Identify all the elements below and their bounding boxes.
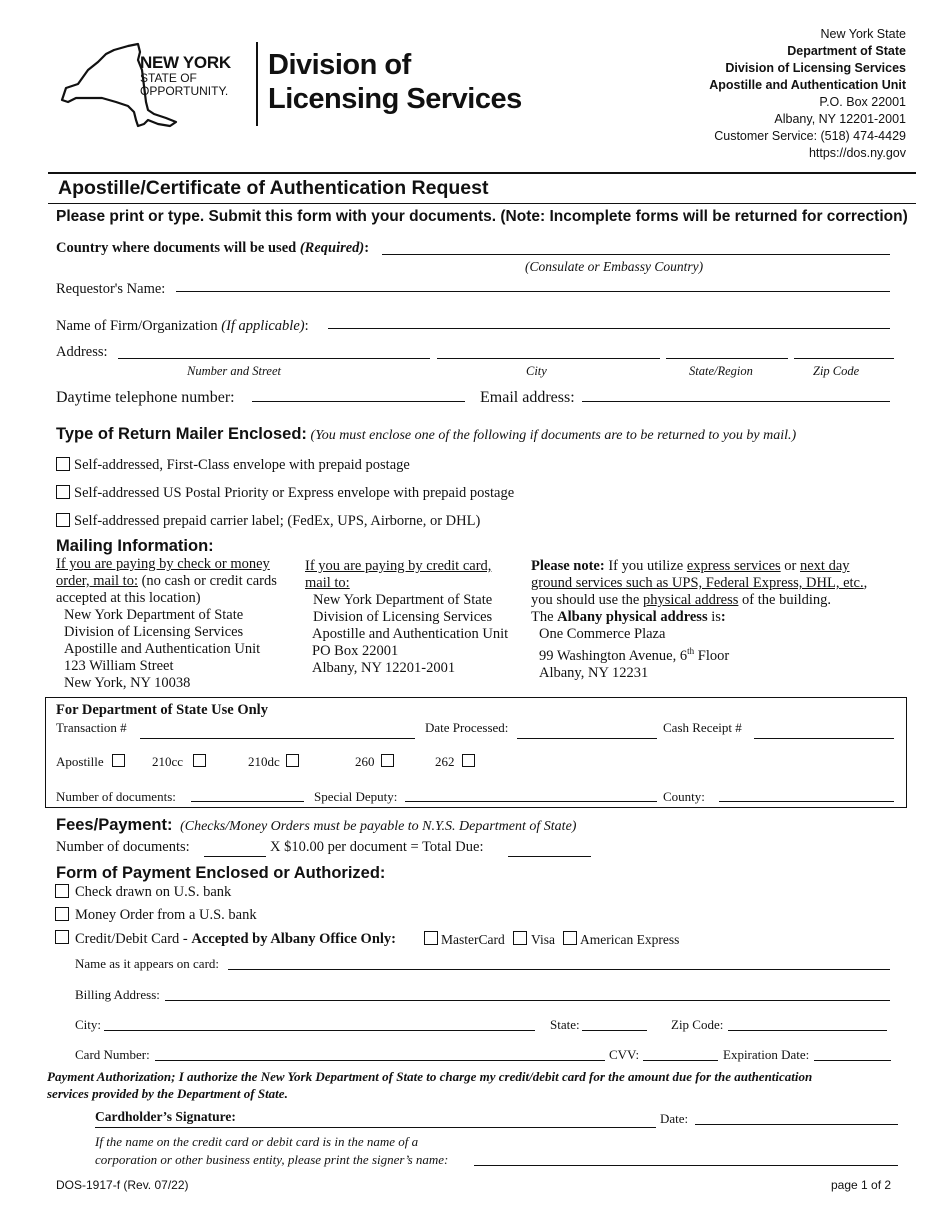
check-intro-3: accepted at this location)	[56, 590, 201, 606]
corp-note-line-1: If the name on the credit card or debit card is in the name of a	[95, 1134, 419, 1149]
state-field[interactable]	[582, 1030, 647, 1031]
dept-transaction-label: Transaction #	[56, 720, 127, 735]
expiration-label: Expiration Date:	[723, 1047, 810, 1062]
dept-county-label: County:	[663, 789, 705, 804]
note-line-1	[531, 558, 867, 575]
mailer-option-1-label: Self-addressed, First-Class envelope with prepaid postage	[74, 457, 410, 473]
card-amex-label: American Express	[580, 932, 680, 947]
dept-date-processed-label: Date Processed:	[425, 720, 509, 735]
note-address-2-post: Floor	[694, 647, 730, 664]
agency-unit: Apostille and Authentication Unit	[709, 78, 906, 92]
credit-address-4: PO Box 22001	[312, 643, 399, 659]
note-t1: If you utilize	[604, 558, 687, 574]
authorization-line-1: Payment Authorization; I authorize the New York Department of State to charge my credit/debit card for the amount due for the authentication	[47, 1069, 813, 1084]
fees-num-docs-label: Number of documents:	[56, 839, 190, 855]
dept-cb-210dc[interactable]	[286, 754, 299, 767]
note-t8: :	[720, 609, 726, 625]
dept-cb-262[interactable]	[462, 754, 475, 767]
title-rule-top	[48, 172, 916, 174]
note-please-note: Please note:	[531, 558, 605, 574]
address-city-sublabel: City	[526, 364, 547, 378]
firm-applicable: (If applicable)	[221, 318, 305, 334]
mailer-heading: Type of Return Mailer Enclosed:	[56, 425, 307, 443]
phone-field[interactable]	[252, 401, 465, 402]
note-t3: ,	[863, 575, 868, 591]
division-title-line-2: Licensing Services	[268, 83, 522, 115]
address-zip-field[interactable]	[794, 358, 894, 359]
country-required: (Required)	[299, 240, 365, 256]
agency-address-block	[709, 26, 906, 162]
note-physical: physical address	[642, 592, 739, 608]
phone-label: Daytime telephone number:	[56, 389, 235, 406]
address-zip-sublabel: Zip Code	[813, 364, 860, 378]
dept-cb-apostille[interactable]	[112, 754, 125, 767]
note-line-2	[531, 575, 867, 592]
note-express: express services	[686, 558, 781, 574]
check-intro-2	[56, 573, 277, 590]
mailer-section-header	[56, 425, 796, 444]
form-id: DOS-1917-f (Rev. 07/22)	[56, 1178, 189, 1192]
note-t2: or	[780, 558, 800, 574]
payment-credit-accepted: Accepted by Albany Office Only:	[191, 931, 396, 947]
dept-num-docs-field[interactable]	[191, 801, 304, 802]
payment-credit-label	[75, 931, 396, 948]
country-field[interactable]	[382, 254, 890, 255]
payment-money-order-checkbox[interactable]	[55, 907, 69, 921]
dept-cb-210dc-label: 210dc	[248, 754, 280, 769]
card-mastercard-label: MasterCard	[441, 932, 505, 947]
dept-special-deputy-label: Special Deputy:	[314, 789, 398, 804]
firm-label-text: Name of Firm/Organization	[56, 318, 222, 334]
name-on-card-field[interactable]	[228, 969, 890, 970]
note-address-2-sup: th	[687, 646, 695, 656]
mailer-option-2-label: Self-addressed US Postal Priority or Express envelope with prepaid postage	[74, 485, 515, 501]
dept-num-docs-label: Number of documents:	[56, 789, 176, 804]
fees-note: (Checks/Money Orders must be payable to N.Y.S. Department of State)	[180, 819, 577, 834]
agency-po-box: P.O. Box 22001	[819, 95, 906, 109]
note-address-2	[531, 643, 867, 665]
division-title-line-1: Division of	[268, 49, 411, 81]
form-instructions: Please print or type. Submit this form with your documents. (Note: Incomplete forms will be returned for correction)	[56, 208, 908, 225]
address-state-sublabel: State/Region	[689, 364, 753, 378]
check-address-4: 123 William Street	[64, 658, 174, 674]
card-number-label: Card Number:	[75, 1047, 150, 1062]
fees-calc-label: X $10.00 per document = Total Due:	[270, 839, 484, 855]
dept-special-deputy-field[interactable]	[405, 801, 657, 802]
dept-cb-210cc-label: 210cc	[152, 754, 184, 769]
cvv-label: CVV:	[609, 1047, 640, 1062]
logo-line-3: OPPORTUNITY.	[140, 84, 229, 98]
check-address-2: Division of Licensing Services	[64, 624, 244, 640]
dept-cb-210cc[interactable]	[193, 754, 206, 767]
agency-city: Albany, NY 12201-2001	[774, 112, 906, 126]
firm-label	[56, 318, 309, 335]
check-intro-2-rest: (no cash or credit cards	[137, 573, 277, 589]
address-state-field[interactable]	[666, 358, 788, 359]
cvv-field[interactable]	[643, 1060, 718, 1061]
mailer-note: (You must enclose one of the following if documents are to be returned to you by mail.)	[310, 428, 797, 443]
payment-heading: Form of Payment Enclosed or Authorized:	[56, 864, 386, 882]
check-intro-2-u: order, mail to:	[56, 573, 138, 589]
check-address-1: New York Department of State	[64, 607, 244, 623]
country-colon: :	[364, 240, 370, 256]
logo-wordmark	[140, 54, 231, 98]
mailer-option-1-checkbox[interactable]	[56, 457, 70, 471]
card-mastercard-checkbox[interactable]	[424, 931, 438, 945]
payment-money-order-label: Money Order from a U.S. bank	[75, 907, 257, 923]
note-line-3	[531, 592, 867, 609]
dept-transaction-field[interactable]	[140, 738, 415, 739]
logo-divider	[256, 42, 258, 126]
credit-intro-2: mail to:	[305, 575, 350, 591]
address-street-field[interactable]	[118, 358, 430, 359]
city-label: City:	[75, 1017, 102, 1032]
dept-cb-260-label: 260	[355, 754, 375, 769]
mailer-option-2-checkbox[interactable]	[56, 485, 70, 499]
dept-date-processed-field[interactable]	[517, 738, 657, 739]
mailing-heading: Mailing Information:	[56, 537, 214, 555]
mailing-note-column	[531, 558, 867, 682]
credit-intro-1: If you are paying by credit card,	[305, 558, 492, 574]
note-address-2-pre: 99 Washington Avenue, 6	[539, 647, 688, 664]
mailing-credit-column	[305, 558, 508, 677]
fees-heading: Fees/Payment:	[56, 816, 173, 834]
requestor-label: Requestor's Name:	[56, 281, 166, 297]
check-address-3: Apostille and Authentication Unit	[64, 641, 261, 657]
email-field[interactable]	[582, 401, 890, 402]
credit-address-2: Division of Licensing Services	[313, 609, 493, 625]
note-albany-phys: Albany physical address	[557, 609, 708, 625]
city-field[interactable]	[104, 1030, 535, 1031]
expiration-field[interactable]	[814, 1060, 891, 1061]
email-label: Email address:	[480, 389, 575, 406]
dept-cb-260[interactable]	[381, 754, 394, 767]
signature-date-label: Date:	[660, 1111, 689, 1126]
card-visa-checkbox[interactable]	[513, 931, 527, 945]
name-on-card-label: Name as it appears on card:	[75, 956, 220, 971]
requestor-name-field[interactable]	[176, 291, 890, 292]
authorization-line-2: services provided by the Department of State.	[47, 1086, 288, 1101]
note-address-1: One Commerce Plaza	[539, 626, 666, 642]
corp-signer-field[interactable]	[474, 1165, 898, 1166]
dept-cb-apostille-label: Apostille	[56, 754, 104, 769]
card-number-field[interactable]	[155, 1060, 605, 1061]
card-visa-label: Visa	[531, 932, 555, 947]
note-t7: is	[707, 609, 721, 625]
payment-check-label: Check drawn on U.S. bank	[75, 884, 232, 900]
country-sublabel: (Consulate or Embassy Country)	[525, 259, 704, 274]
note-t4: you should use the	[531, 592, 643, 608]
title-rule-bottom	[48, 203, 916, 204]
address-label: Address:	[56, 344, 108, 360]
agency-state: New York State	[820, 27, 906, 41]
note-ground: ground services such as UPS, Federal Express, DHL, etc.	[531, 575, 864, 591]
agency-division: Division of Licensing Services	[725, 61, 906, 75]
logo-line-2: STATE OF	[140, 71, 197, 85]
firm-field[interactable]	[328, 328, 890, 329]
mailing-check-column	[56, 556, 277, 692]
agency-department: Department of State	[787, 44, 906, 58]
fees-section-header	[56, 816, 576, 835]
signature-date-field[interactable]	[695, 1124, 898, 1125]
payment-credit-checkbox[interactable]	[55, 930, 69, 944]
mailer-option-3-checkbox[interactable]	[56, 513, 70, 527]
billing-label: Billing Address:	[75, 987, 160, 1002]
state-label: State:	[550, 1017, 580, 1032]
corp-note-line-2: corporation or other business entity, please print the signer’s name:	[95, 1152, 449, 1167]
dept-cash-receipt-label: Cash Receipt #	[663, 720, 742, 735]
page-number: page 1 of 2	[831, 1178, 892, 1192]
note-line-4	[531, 609, 867, 626]
division-title	[268, 48, 522, 116]
agency-customer-service: Customer Service: (518) 474-4429	[714, 129, 906, 143]
note-next-day: next day	[800, 558, 850, 574]
logo-line-1: NEW YORK	[140, 53, 231, 72]
dept-cb-262-label: 262	[435, 754, 455, 769]
note-t6: The	[531, 609, 558, 625]
country-label	[56, 240, 369, 257]
billing-field[interactable]	[165, 1000, 890, 1001]
credit-address-3: Apostille and Authentication Unit	[312, 626, 509, 642]
dept-cash-receipt-field[interactable]	[754, 738, 894, 739]
dept-county-field[interactable]	[719, 801, 894, 802]
payment-check-checkbox[interactable]	[55, 884, 69, 898]
check-intro-1: If you are paying by check or money	[56, 556, 270, 572]
firm-colon: :	[304, 318, 309, 334]
signature-field[interactable]	[95, 1127, 656, 1128]
dept-use-heading: For Department of State Use Only	[56, 702, 268, 718]
fees-num-docs-field[interactable]	[204, 856, 266, 857]
card-amex-checkbox[interactable]	[563, 931, 577, 945]
note-t5: of the building.	[738, 592, 832, 608]
zip-field[interactable]	[728, 1030, 887, 1031]
address-street-sublabel: Number and Street	[187, 364, 281, 378]
payment-credit-label-text: Credit/Debit Card -	[75, 931, 192, 947]
zip-label: Zip Code:	[671, 1017, 724, 1032]
address-city-field[interactable]	[437, 358, 660, 359]
country-label-text: Country where documents will be used	[56, 240, 300, 256]
credit-address-1: New York Department of State	[313, 592, 493, 608]
check-address-5: New York, NY 10038	[64, 675, 191, 691]
signature-label: Cardholder’s Signature:	[95, 1109, 236, 1124]
agency-website[interactable]: https://dos.ny.gov	[808, 146, 906, 160]
note-address-3: Albany, NY 12231	[539, 664, 649, 681]
form-title: Apostille/Certificate of Authentication Request	[58, 177, 489, 199]
mailer-option-3-label: Self-addressed prepaid carrier label; (FedEx, UPS, Airborne, or DHL)	[74, 513, 481, 529]
fees-total-field[interactable]	[508, 856, 591, 857]
credit-address-5: Albany, NY 12201-2001	[312, 660, 456, 676]
